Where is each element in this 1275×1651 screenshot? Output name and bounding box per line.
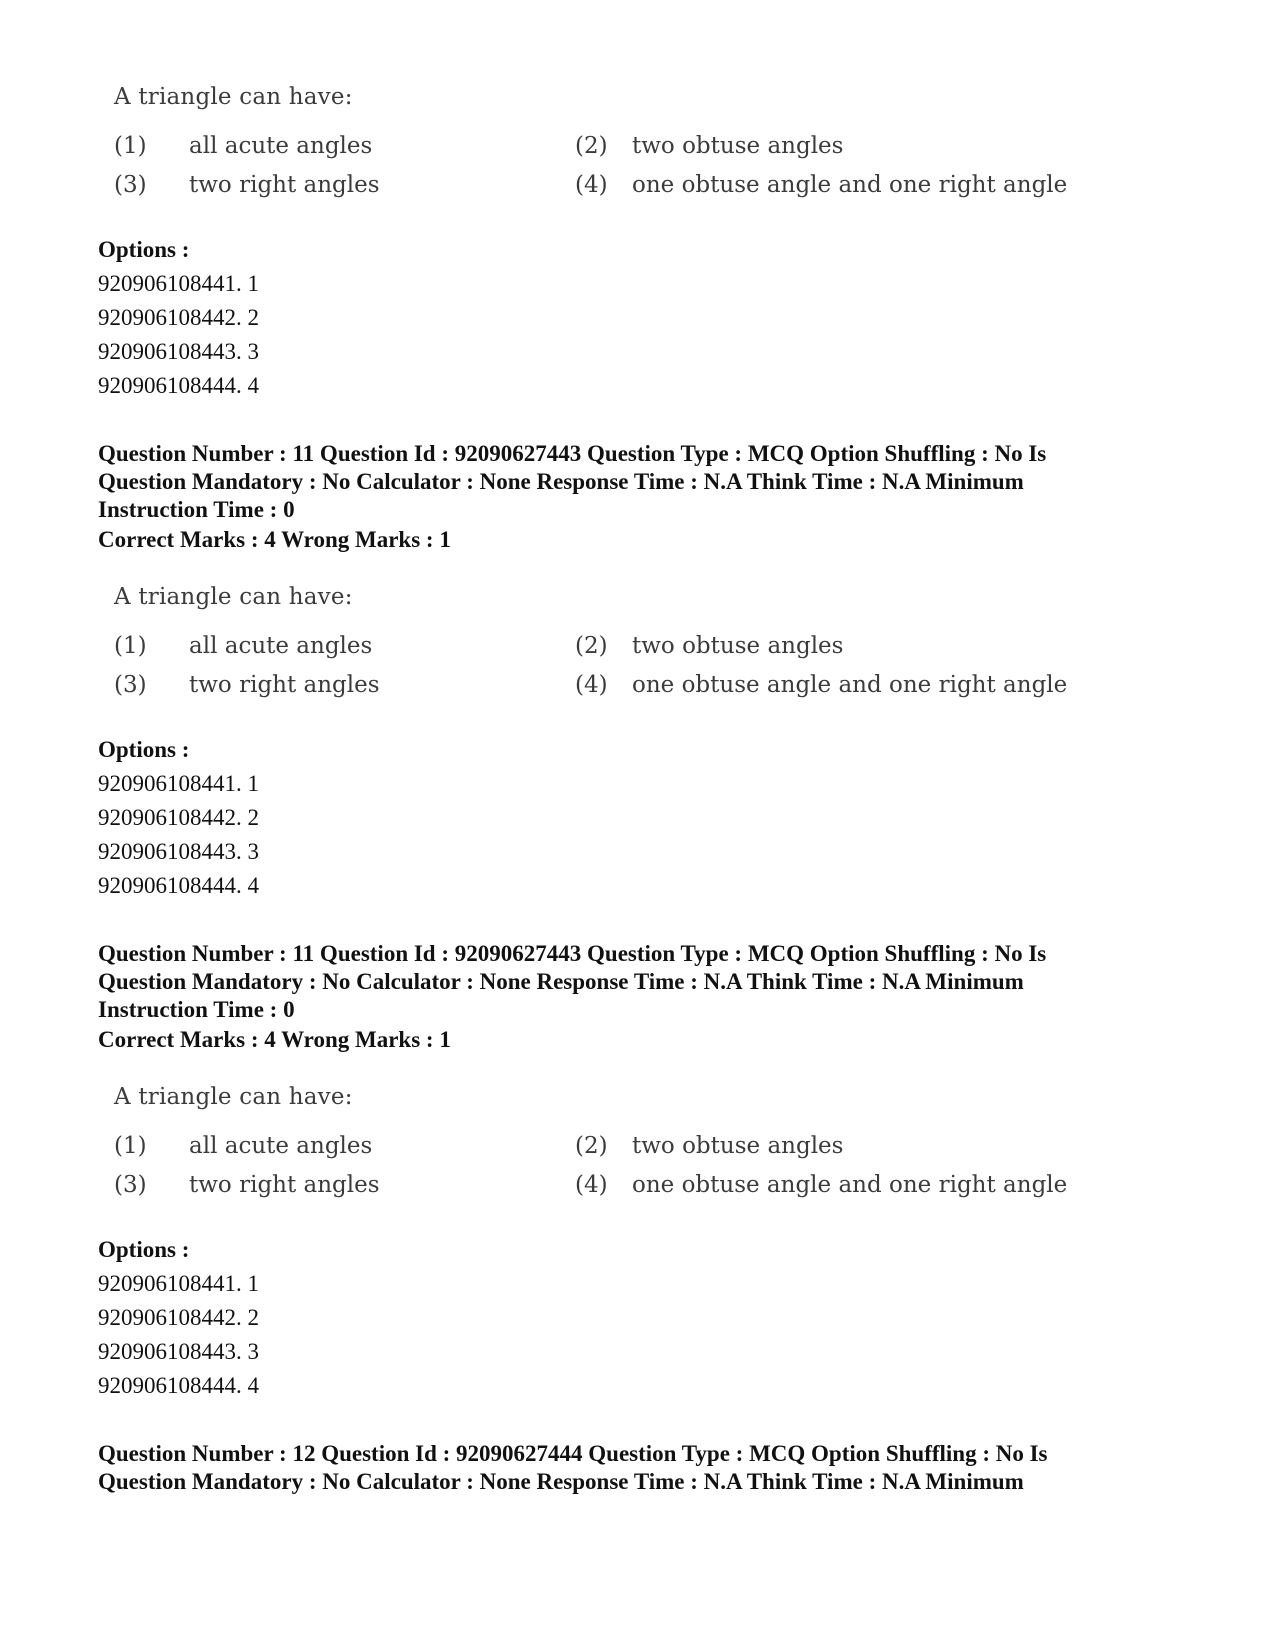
marks-line: Correct Marks : 4 Wrong Marks : 1 bbox=[98, 527, 451, 552]
option-item: 920906108444. 4 bbox=[98, 1373, 259, 1398]
options-heading: Options : bbox=[98, 237, 190, 262]
option-item: 920906108444. 4 bbox=[98, 373, 259, 398]
option-item: 920906108443. 3 bbox=[98, 1339, 259, 1364]
question-figure: A triangle can have: (1) all acute angles (2) two obtuse angles (3) two right angles (4) one obtuse angle and one right angle bbox=[114, 1084, 1068, 1198]
question-meta: Question Number : 11 Question Id : 92090627443 Question Type : MCQ Option Shuffling : No Is Question Mandatory : No Calculator : None Response Time : N.A Think Time : N.A Minimum Instruction Time : 0 bbox=[98, 441, 1047, 522]
option-item: 920906108443. 3 bbox=[98, 839, 259, 864]
options-list bbox=[98, 733, 698, 903]
option-item: 920906108442. 2 bbox=[98, 1305, 259, 1330]
option-item: 920906108441. 1 bbox=[98, 1271, 259, 1296]
question-meta: Question Number : 12 Question Id : 92090627444 Question Type : MCQ Option Shuffling : No Is Question Mandatory : No Calculator : None Response Time : N.A Think Time : N.A Minimum bbox=[98, 1441, 1048, 1494]
question-meta: Question Number : 11 Question Id : 92090627443 Question Type : MCQ Option Shuffling : No Is Question Mandatory : No Calculator : None Response Time : N.A Think Time : N.A Minimum Instruction Time : 0 bbox=[98, 941, 1047, 1022]
question-stem: A triangle can have: bbox=[114, 584, 353, 610]
option-item: 920906108442. 2 bbox=[98, 805, 259, 830]
option-item: 920906108443. 3 bbox=[98, 339, 259, 364]
question-stem: A triangle can have: bbox=[114, 84, 353, 110]
question-figure: A triangle can have: (1) all acute angles (2) two obtuse angles (3) two right angles (4) one obtuse angle and one right angle bbox=[114, 584, 1068, 698]
options-heading: Options : bbox=[98, 1237, 190, 1262]
marks-line: Correct Marks : 4 Wrong Marks : 1 bbox=[98, 1027, 451, 1052]
question-stem: A triangle can have: bbox=[114, 1084, 353, 1110]
option-item: 920906108444. 4 bbox=[98, 873, 259, 898]
question-figure: A triangle can have: (1) all acute angles (2) two obtuse angles (3) two right angles (4) one obtuse angle and one right angle bbox=[114, 84, 1068, 198]
options-heading: Options : bbox=[98, 737, 190, 762]
options-list bbox=[98, 1233, 698, 1403]
option-item: 920906108441. 1 bbox=[98, 271, 259, 296]
option-item: 920906108442. 2 bbox=[98, 305, 259, 330]
option-item: 920906108441. 1 bbox=[98, 771, 259, 796]
options-list bbox=[98, 233, 698, 403]
